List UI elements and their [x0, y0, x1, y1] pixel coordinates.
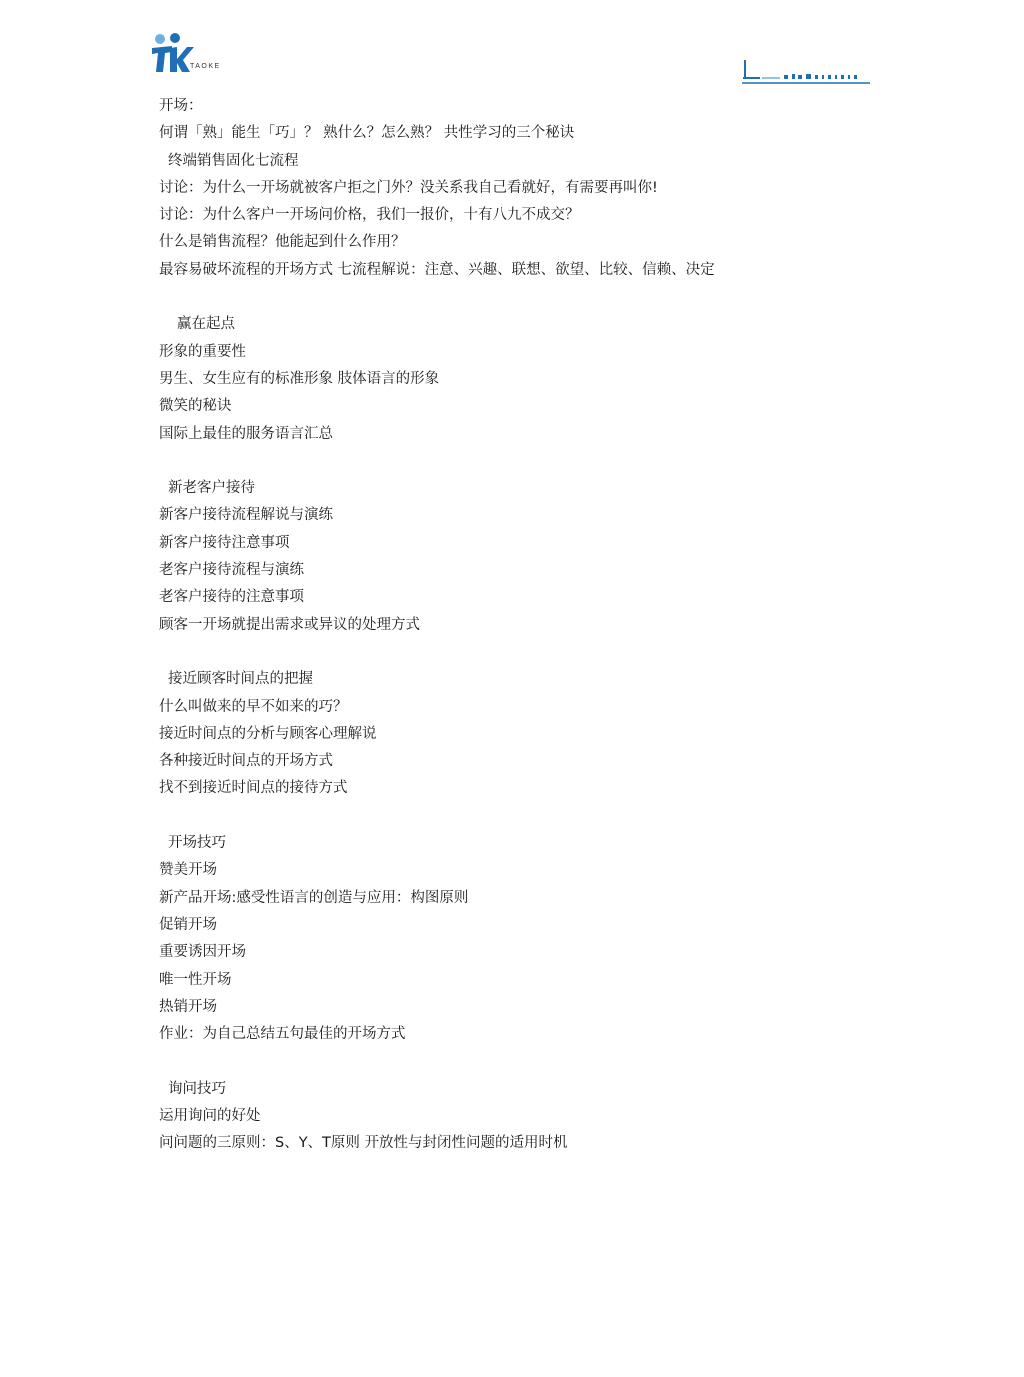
list-item: 老客户接待流程与演练 — [159, 562, 304, 579]
section-heading: 终端销售固化七流程 — [168, 152, 299, 169]
section-heading: 新老客户接待 — [168, 480, 255, 497]
spacer — [159, 803, 879, 830]
section-heading: 开场技巧 — [168, 835, 226, 852]
list-item: 顾客一开场就提出需求或异议的处理方式 — [159, 616, 420, 633]
list-item: 作业：为自己总结五句最佳的开场方式 — [159, 1026, 406, 1043]
section-opening — [159, 93, 879, 148]
section-title-opening: 开场： — [159, 98, 203, 114]
list-item: 接近时间点的分析与顾客心理解说 — [159, 725, 377, 742]
list-item: 找不到接近时间点的接待方式 — [159, 780, 348, 797]
list-item: 重要诱因开场 — [159, 944, 246, 961]
list-item: 男生、女生应有的标准形象 肢体语言的形象 — [159, 370, 440, 387]
list-item: 最容易破坏流程的开场方式 七流程解说：注意、兴趣、联想、欲望、比较、信赖、决定 — [159, 261, 715, 278]
section-heading: 询问技巧 — [168, 1080, 226, 1097]
list-item: 什么是销售流程？他能起到什么作用？ — [159, 234, 406, 251]
list-item: 老客户接待的注意事项 — [159, 589, 304, 606]
header-decoration — [740, 56, 872, 86]
course-outline — [159, 93, 879, 1158]
list-item: 什么叫做来的早不如来的巧？ — [159, 698, 348, 715]
section-heading: 赢在起点 — [177, 316, 235, 333]
list-item: 促销开场 — [159, 916, 217, 933]
section-heading: 接近顾客时间点的把握 — [168, 671, 313, 688]
section-approach-timing — [159, 666, 879, 802]
section-opening-skills — [159, 830, 879, 1048]
section-seven-processes — [159, 148, 879, 284]
list-item: 国际上最佳的服务语言汇总 — [159, 425, 333, 442]
spacer — [159, 639, 879, 666]
list-item: 问问题的三原则：S、Y、T原则 开放性与封闭性问题的适用时机 — [159, 1135, 568, 1152]
list-item: 形象的重要性 — [159, 343, 246, 360]
list-item: 讨论：为什么一开场就被客户拒之门外？没关系我自己看就好，有需要再叫你! — [159, 179, 658, 196]
list-item: 新客户接待注意事项 — [159, 534, 290, 551]
section-questioning-skills — [159, 1076, 879, 1158]
list-item: 何谓「熟」能生「巧」？ 熟什么？怎么熟？ 共性学习的三个秘诀 — [159, 125, 575, 142]
list-item: 讨论：为什么客户一开场问价格，我们一报价，十有八九不成交？ — [159, 207, 580, 224]
list-item: 新产品开场:感受性语言的创造与应用：构图原则 — [159, 889, 469, 906]
spacer — [159, 284, 879, 311]
section-win-at-start — [159, 311, 879, 447]
list-item: 热销开场 — [159, 998, 217, 1015]
list-item: 各种接近时间点的开场方式 — [159, 753, 333, 770]
spacer — [159, 448, 879, 475]
logo-figure-icon — [152, 33, 194, 72]
list-item: 运用询问的好处 — [159, 1107, 261, 1124]
list-item: 微笑的秘诀 — [159, 398, 232, 415]
list-item: 赞美开场 — [159, 862, 217, 879]
list-item: 新客户接待流程解说与演练 — [159, 507, 333, 524]
spacer — [159, 1048, 879, 1075]
logo-caption: TAOKE — [190, 63, 221, 70]
section-customer-reception — [159, 475, 879, 639]
list-item: 唯一性开场 — [159, 971, 232, 988]
